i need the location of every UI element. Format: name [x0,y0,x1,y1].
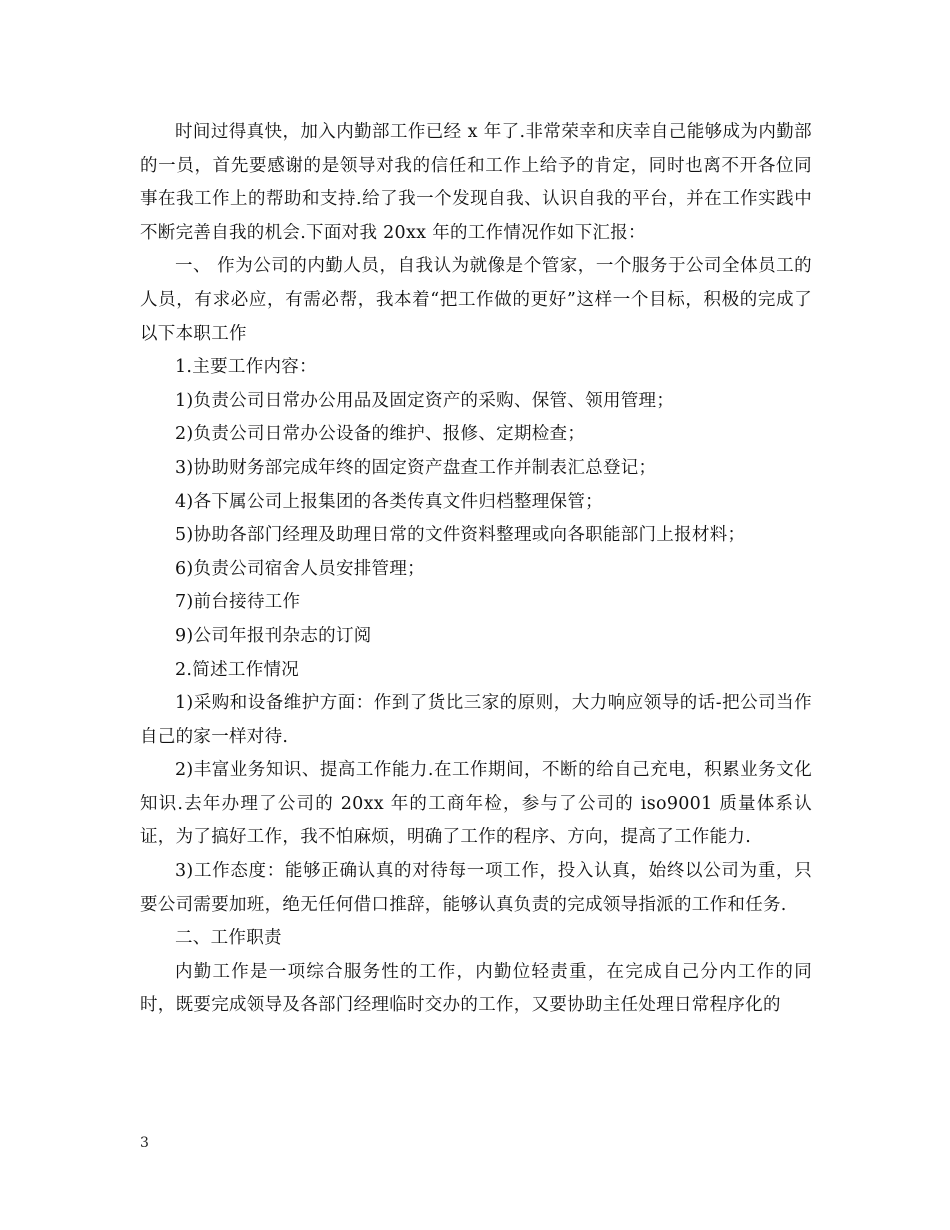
paragraph-main-work-heading: 1.主要工作内容： [175,357,317,378]
paragraph-section-two-body: 内勤工作是一项综合服务性的工作，内勤位轻责重，在完成自己分内工作的同时，既要完成领导及各部门经理临时交办的工作，又要协助主任处理日常程序化的 [140,961,812,1016]
list-item-duty-6: 6)负责公司宿舍人员安排管理； [175,558,425,579]
list-item-duty-5: 5)协助各部门经理及助理日常的文件资料整理或向各职能部门上报材料； [175,525,746,546]
paragraph-section-two-heading: 二、工作职责 [175,928,282,949]
list-item-duty-4: 4)各下属公司上报集团的各类传真文件归档整理保管； [175,491,603,512]
list-item-duty-3: 3)协助财务部完成年终的固定资产盘查工作并制表汇总登记； [175,457,657,478]
paragraph-summary-3: 3)工作态度：能够正确认真的对待每一项工作，投入认真，始终以公司为重，只要公司需要加班，绝无任何借口推辞，能够认真负责的完成领导指派的工作和任务. [140,861,812,915]
paragraph-summary-2: 2)丰富业务知识、提高工作能力.在工作期间，不断的给自己充电，积累业务文化知识.去年办理了公司的 20xx 年的工商年检，参与了公司的 iso9001 质量体系认证，为了搞好工作，我不怕麻烦，明确了工作的程序、方向，提高了工作能力. [140,760,812,848]
paragraph-summary-1: 1)采购和设备维护方面：作到了货比三家的原则，大力响应领导的话-把公司当作自己的家一样对待. [140,693,812,747]
list-item-duty-1: 1)负责公司日常办公用品及固定资产的采购、保管、领用管理； [175,390,675,411]
paragraph-work-summary-heading: 2.简述工作情况 [175,659,300,680]
list-item-duty-2: 2)负责公司日常办公设备的维护、报修、定期检查； [175,424,586,445]
list-item-duty-7: 7)前台接待工作 [175,592,301,613]
paragraph-section-one: 一、 作为公司的内勤人员，自我认为就像是个管家，一个服务于公司全体员工的人员，有求必应，有需必帮，我本着“把工作做的更好”这样一个目标，积极的完成了以下本职工作 [140,256,812,344]
paragraph-intro: 时间过得真快，加入内勤部工作已经 x 年了.非常荣幸和庆幸自己能够成为内勤部的一员，首先要感谢的是领导对我的信任和工作上给予的肯定，同时也离不开各位同事在我工作上的帮助和支持.给了我一个发现自我、认识自我的平台，并在工作实践中不断完善自我的机会.下面对我 20xx 年的工作情况作如下汇报： [140,122,812,243]
page-number: 3 [140,1135,149,1151]
list-item-duty-9: 9)公司年报刊杂志的订阅 [175,625,372,646]
document-body [140,116,812,1023]
